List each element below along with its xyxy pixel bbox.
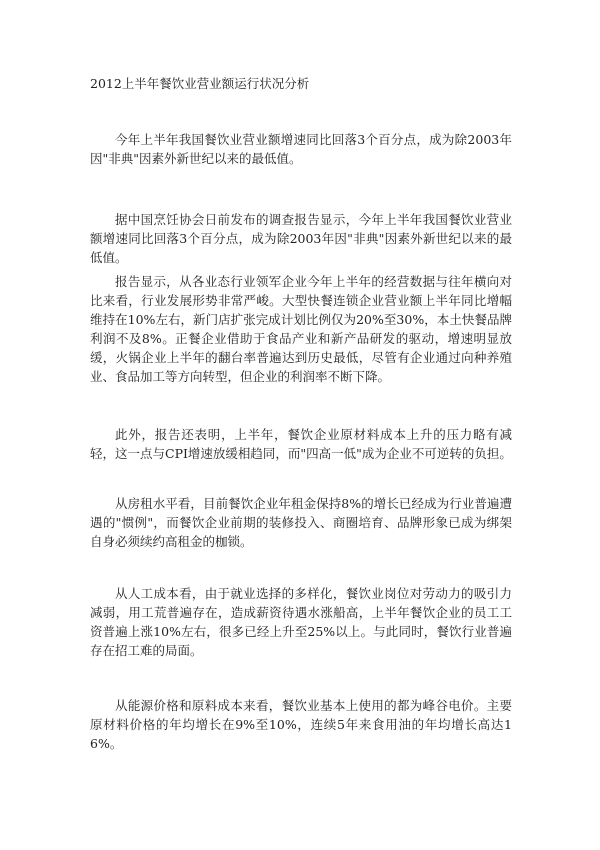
- paragraph-growth-decline: 今年上半年我国餐饮业营业额增速同比回落3个百分点，成为除2003年因"非典"因素外新世纪以来的最低值。: [90, 132, 512, 166]
- paragraph-rent-level: 从房租水平看，目前餐饮企业年租金保持8%的增长已经成为行业普遍遭遇的"惯例"，而餐饮企业前期的装修投入、商圈培育、品牌形象已成为绑架自身必须续约高租金的枷锁。: [90, 496, 512, 549]
- paragraph-raw-material-cost: 此外，报告还表明，上半年，餐饮企业原材料成本上升的压力略有减轻，这一点与CPI增速放缓相趋同，而"四高一低"成为企业不可逆转的负担。: [90, 427, 512, 461]
- paragraph-labor-cost: 从人工成本看，由于就业选择的多样化，餐饮业岗位对劳动力的吸引力减弱，用工荒普遍存在，造成薪资待遇水涨船高，上半年餐饮企业的员工工资普遍上涨10%左右，很多已经上升至25%以上。与此同时，餐饮行业普遍存在招工难的局面。: [90, 586, 512, 658]
- paragraph-industry-situation: 报告显示，从各业态行业领军企业今年上半年的经营数据与往年横向对比来看，行业发展形势非常严峻。大型快餐连锁企业营业额上半年同比增幅维持在10%左右，新门店扩张完成计划比例仅为20%至30%，本土快餐品牌利润不及8%。正餐企业借助于食品产业和新产品研发的驱动，增速明显放缓，火锅企业上半年的翻台率普遍达到历史最低，尽管有企业通过向种养殖业、食品加工等方向转型，但企业的利润率不断下降。: [90, 274, 512, 384]
- document-title: 2012上半年餐饮业营业额运行状况分析: [90, 76, 310, 91]
- paragraph-energy-material-price: 从能源价格和原料成本来看，餐饮业基本上使用的都为峰谷电价。主要原材料价格的年均增长在9%至10%，连续5年来食用油的年均增长高达16%。: [90, 698, 512, 751]
- paragraph-association-report: 据中国烹饪协会日前发布的调查报告显示，今年上半年我国餐饮业营业额增速同比回落3个百分点，成为除2003年因"非典"因素外新世纪以来的最低值。: [90, 212, 512, 265]
